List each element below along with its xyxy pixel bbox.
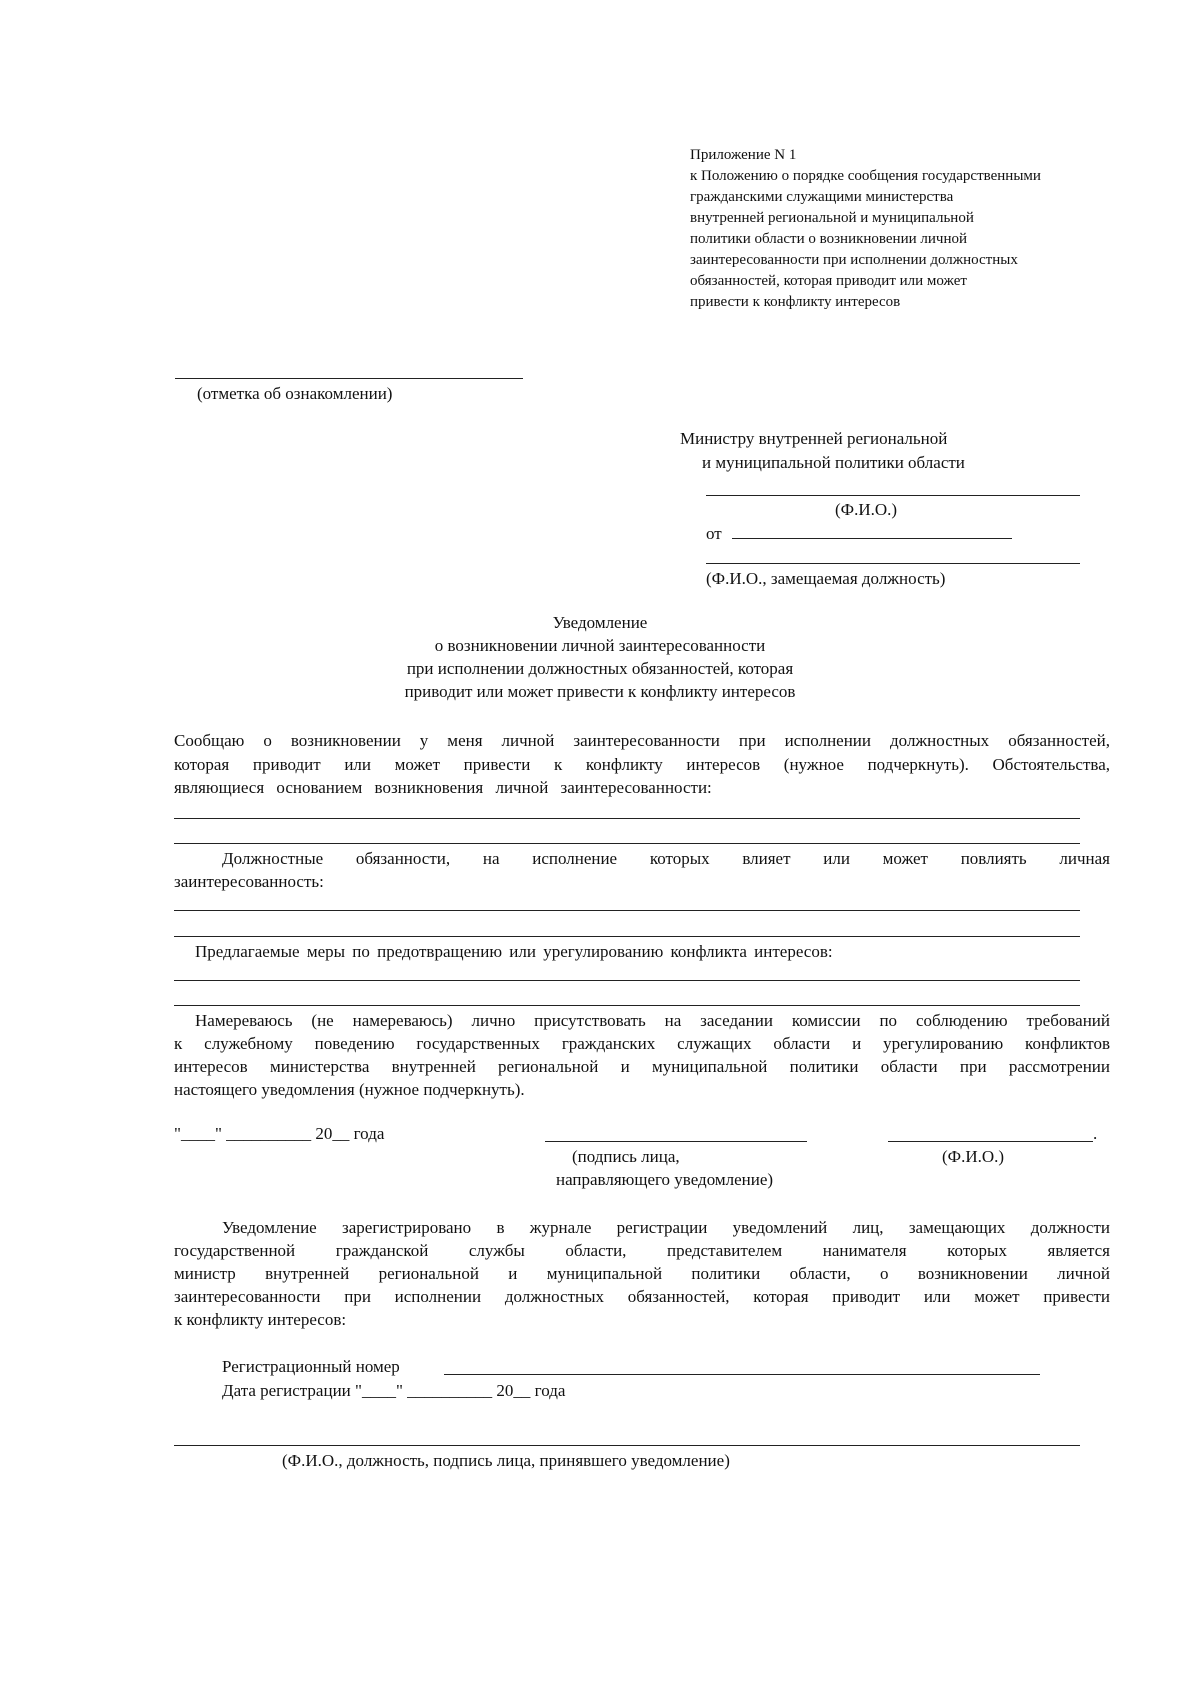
blank-line — [174, 818, 1080, 819]
receiver-caption: (Ф.И.О., должность, подпись лица, принявшего уведомление) — [282, 1451, 730, 1470]
blank-line — [174, 980, 1080, 981]
addressee-line-1: Министру внутренней региональной — [680, 429, 948, 448]
appendix-line: привести к конфликту интересов — [690, 294, 901, 310]
addressee-line-2: и муниципальной политики области — [702, 453, 965, 472]
appendix-line: к Положению о порядке сообщения государственными — [690, 168, 1041, 184]
position-line — [706, 563, 1080, 564]
blank-line — [174, 1005, 1080, 1006]
reg-line-4: заинтересованности при исполнении должностных обязанностей, которая приводит или может привести — [174, 1287, 1110, 1306]
signature-caption-2: направляющего уведомление) — [556, 1170, 774, 1189]
minister-fio-caption: (Ф.И.О.) — [835, 500, 898, 519]
reg-date-label: Дата регистрации "____" __________ 20__ года — [222, 1381, 566, 1400]
appendix-line: обязанностей, которая приводит или может — [690, 273, 967, 289]
reg-line-5: к конфликту интересов: — [174, 1310, 347, 1329]
minister-fio-line — [706, 495, 1080, 496]
blank-line — [174, 910, 1080, 911]
acquaintance-line — [175, 378, 523, 379]
notice-title: Уведомление — [552, 613, 648, 632]
p4-line-2: к служебному поведению государственных гражданских служащих области и урегулированию конфликтов — [174, 1034, 1110, 1053]
p4-line-3: интересов министерства внутренней региональной и муниципальной политики области при рассмотрении — [174, 1057, 1110, 1076]
notice-subtitle-1: о возникновении личной заинтересованности — [434, 636, 766, 655]
p2-line-2: заинтересованность: — [174, 872, 324, 891]
signature-period: . — [1093, 1124, 1098, 1143]
sender-fio-caption: (Ф.И.О.) — [942, 1147, 1005, 1166]
appendix-block — [690, 145, 1150, 313]
p4-line-4: настоящего уведомления (нужное подчеркнуть). — [174, 1080, 525, 1099]
p1-line-3: являющиеся основанием возникновения личной заинтересованности: — [174, 778, 712, 797]
appendix-line: внутренней региональной и муниципальной — [690, 210, 974, 226]
p3-line: Предлагаемые меры по предотвращению или урегулированию конфликта интересов: — [195, 942, 833, 961]
p1-line-2: которая приводит или может привести к конфликту интересов (нужное подчеркнуть). Обстоятельства, — [174, 755, 1110, 774]
signature-caption-1: (подпись лица, — [572, 1147, 680, 1166]
blank-line — [174, 843, 1080, 844]
position-caption: (Ф.И.О., замещаемая должность) — [706, 569, 946, 588]
reg-line-1: Уведомление зарегистрировано в журнале регистрации уведомлений лиц, замещающих должности — [222, 1218, 1110, 1237]
notice-subtitle-2: при исполнении должностных обязанностей, которая — [406, 659, 794, 678]
p4-line-1: Намереваюсь (не намереваюсь) лично присутствовать на заседании комиссии по соблюдению требований — [195, 1011, 1110, 1030]
reg-line-2: государственной гражданской службы области, представителем нанимателя которых является — [174, 1241, 1110, 1260]
reg-number-line — [444, 1374, 1040, 1375]
receiver-line — [174, 1445, 1080, 1446]
appendix-title: Приложение N 1 — [690, 147, 797, 163]
sender-fio-line — [888, 1141, 1093, 1142]
from-label: от — [706, 524, 722, 543]
reg-line-3: министр внутренней региональной и муниципальной политики области, о возникновении личной — [174, 1264, 1110, 1283]
notice-subtitle-3: приводит или может привести к конфликту интересов — [404, 682, 796, 701]
p1-line-1: Сообщаю о возникновении у меня личной заинтересованности при исполнении должностных обязанностей, — [174, 731, 1110, 750]
reg-number-label: Регистрационный номер — [222, 1357, 400, 1376]
signature-line — [545, 1141, 807, 1142]
acquaintance-caption: (отметка об ознакомлении) — [197, 384, 393, 403]
appendix-line: гражданскими служащими министерства — [690, 189, 954, 205]
appendix-line: политики области о возникновении личной — [690, 231, 968, 247]
p2-line-1: Должностные обязанности, на исполнение которых влияет или может повлиять личная — [222, 849, 1110, 868]
appendix-line: заинтересованности при исполнении должностных — [690, 252, 1018, 268]
signature-date: "____" __________ 20__ года — [174, 1124, 385, 1143]
from-line — [732, 538, 1012, 539]
blank-line — [174, 936, 1080, 937]
